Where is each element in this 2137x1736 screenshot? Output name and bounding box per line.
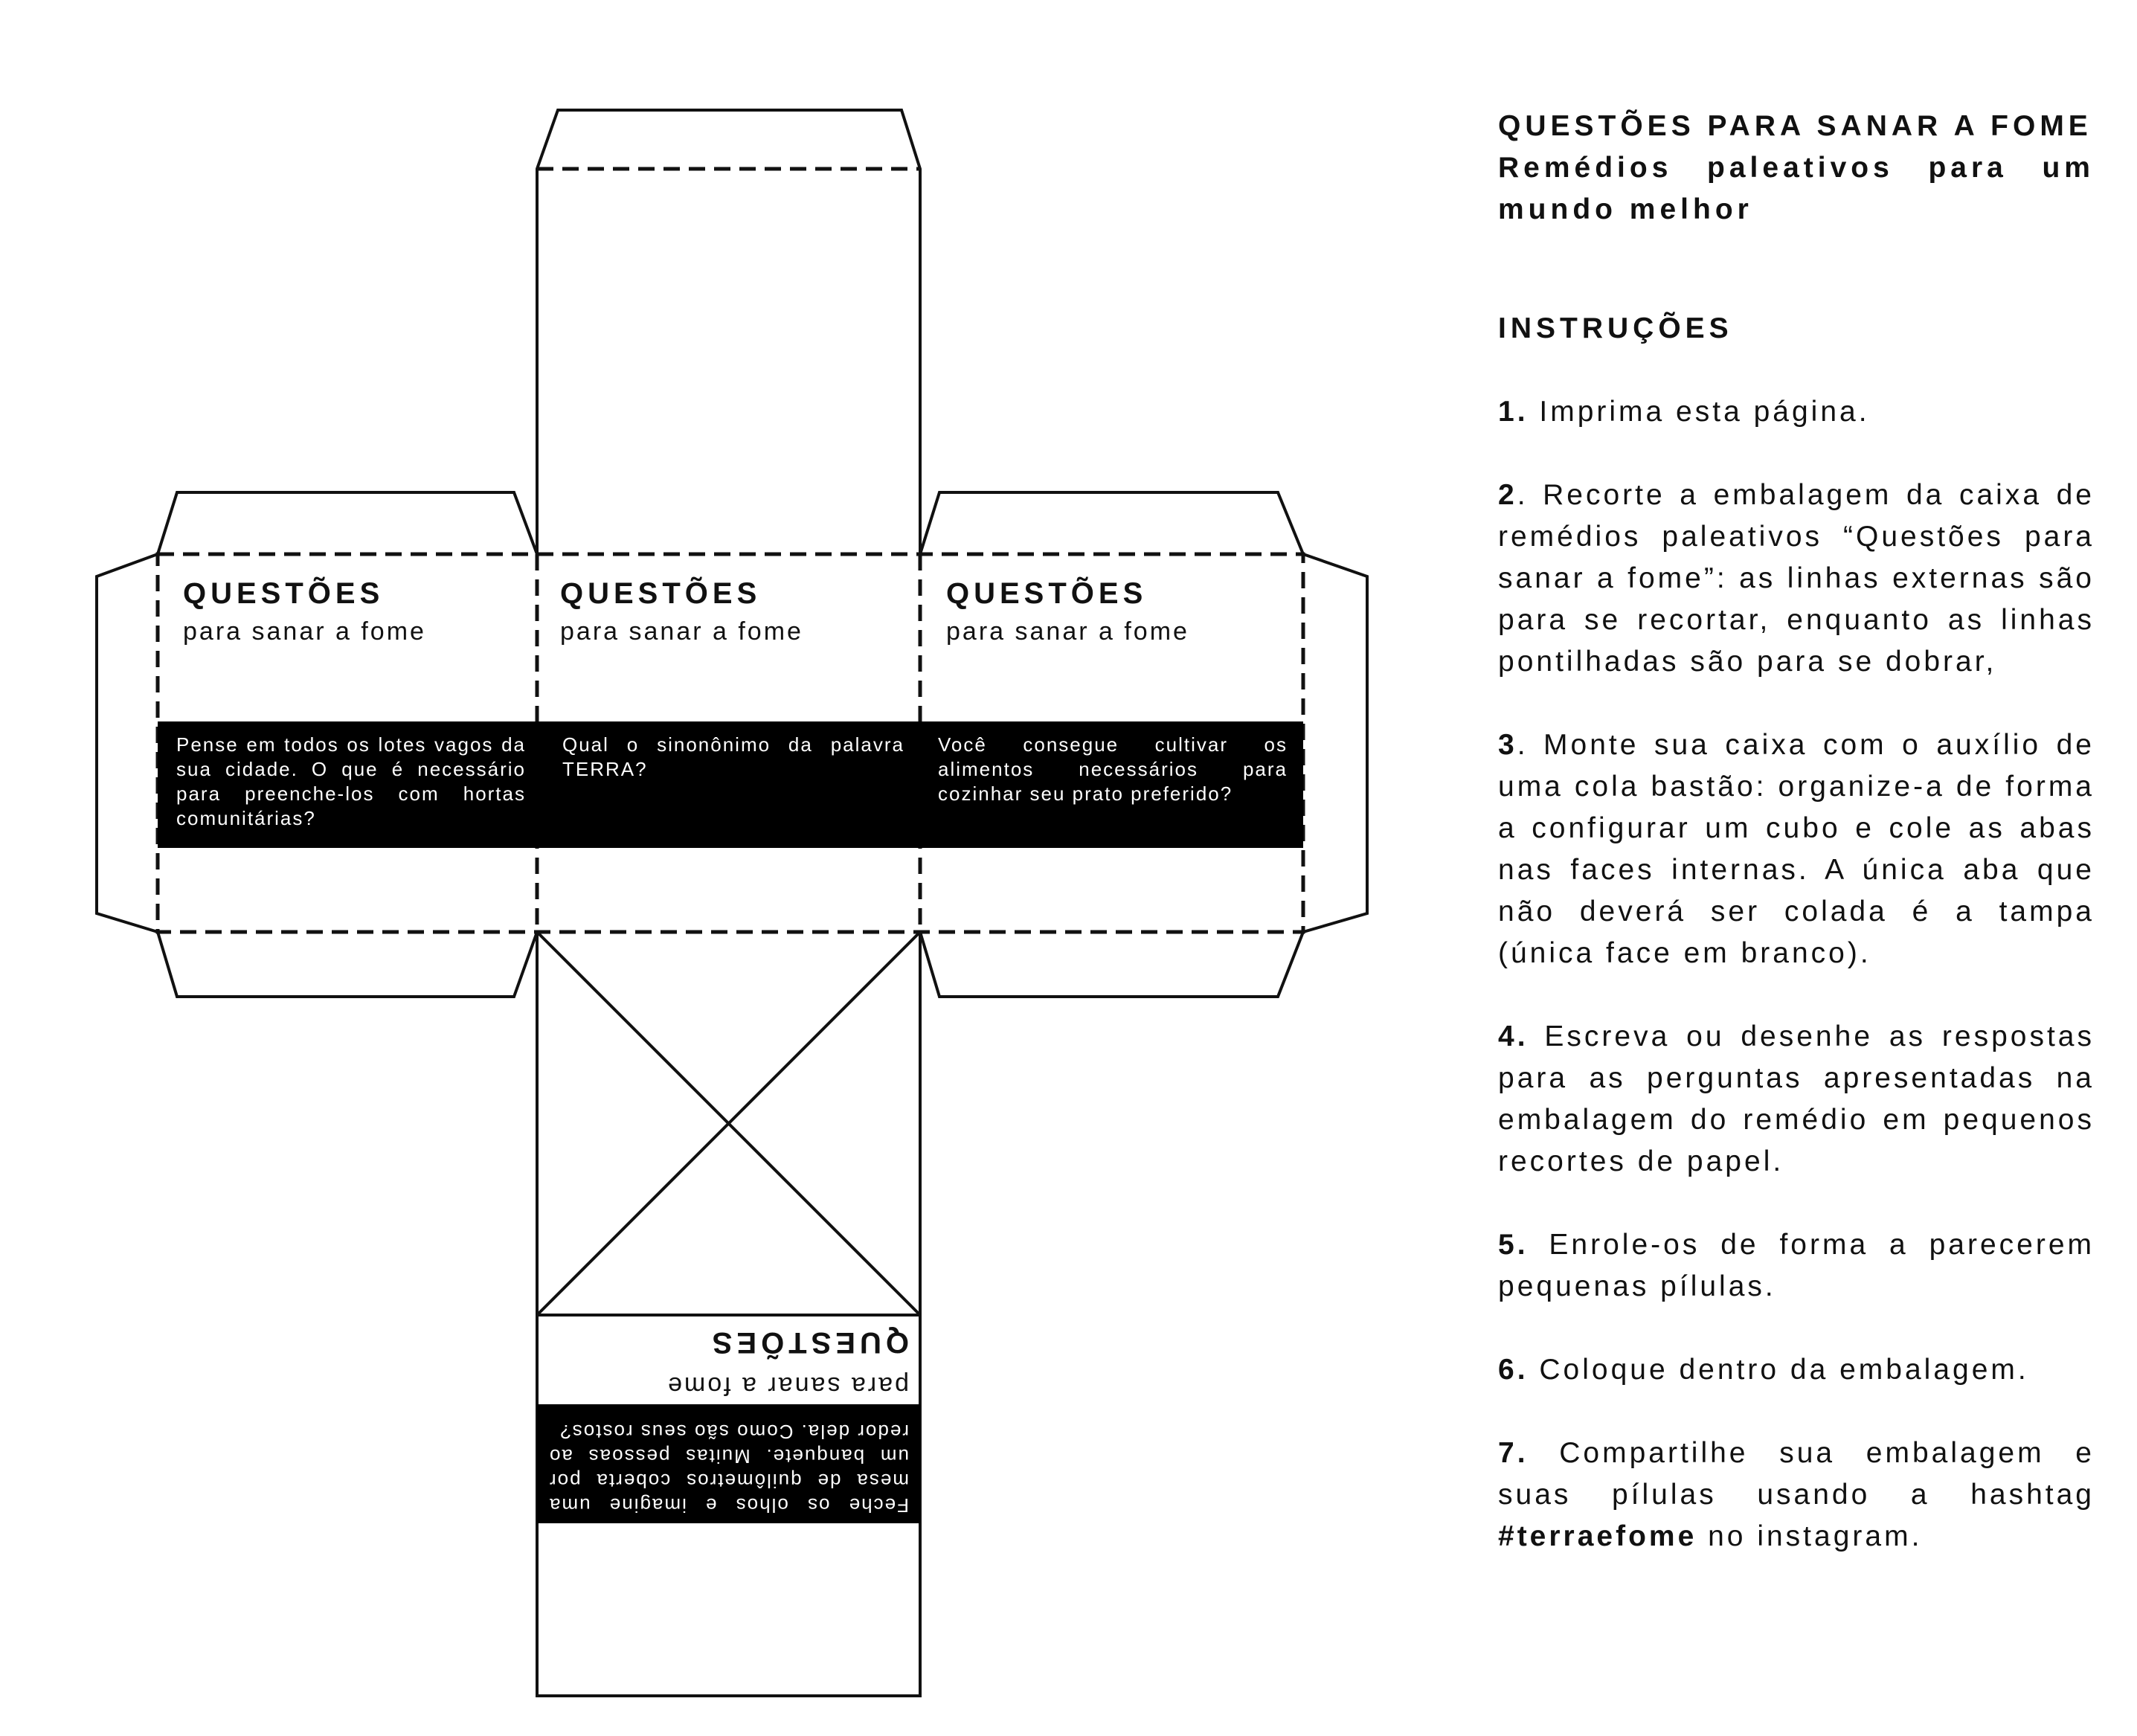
instructions-panel bbox=[1498, 106, 2095, 1557]
face-3-question: Você consegue cultivar os alimentos necessários para cozinhar seu prato preferido? bbox=[938, 733, 1288, 805]
face-2-heading: QUESTÕES bbox=[560, 577, 762, 610]
step-text: Enrole-os de forma a parecerem pequenas pílulas. bbox=[1498, 1229, 2095, 1302]
step-text: . Monte sua caixa com o auxílio de uma cola bastão: organize-a de forma a configurar um cubo e cole as abas nas faces internas. A única aba que não deverá ser colada é a tampa (única face em branco). bbox=[1498, 729, 2095, 969]
step-number: 6. bbox=[1498, 1354, 1529, 1386]
right-side-flap-outline bbox=[1303, 554, 1367, 932]
step-number: 3 bbox=[1498, 729, 1517, 761]
face-4-flipped bbox=[537, 1317, 920, 1688]
face-4-question: Feche os olhos e imagine uma mesa de quilômetros coberta por um banquete. Muitas pessoas ao redor dela. Como são seus rostos? bbox=[548, 1421, 909, 1517]
face-4-subheading: para sanar a fome bbox=[666, 1372, 909, 1400]
lower-left-flap-outline bbox=[158, 932, 537, 997]
step-number: 5. bbox=[1498, 1229, 1529, 1261]
face-3-heading: QUESTÕES bbox=[946, 577, 1148, 610]
step-text: . Recorte a embalagem da caixa de remédios paleativos “Questões para sanar a fome”: as linhas externas são para se recortar, enquanto as linhas pontilhadas são para se dobrar, bbox=[1498, 479, 2095, 678]
top-flap-outline bbox=[537, 110, 920, 554]
step-2 bbox=[1498, 475, 2095, 683]
upper-right-flap-outline bbox=[920, 492, 1303, 554]
step-4 bbox=[1498, 1016, 2095, 1183]
step-5 bbox=[1498, 1224, 2095, 1308]
step-7 bbox=[1498, 1433, 2095, 1557]
step-number: 1. bbox=[1498, 396, 1529, 428]
face-1-question: Pense em todos os lotes vagos da sua cidade. O que é necessário para preenche-los com hortas comunitárias? bbox=[176, 733, 526, 829]
step-1 bbox=[1498, 391, 2095, 433]
step-number: 7. bbox=[1498, 1437, 1529, 1469]
step-text: Compartilhe sua embalagem e suas pílulas usando a hashtag bbox=[1498, 1437, 2095, 1511]
instructions-subtitle: Remédios paleativos para um mundo melhor bbox=[1498, 152, 2095, 225]
lower-right-flap-outline bbox=[920, 932, 1303, 997]
upper-left-flap-outline bbox=[158, 492, 537, 554]
face-1-heading: QUESTÕES bbox=[183, 577, 385, 610]
instructions-section-heading: INSTRUÇÕES bbox=[1498, 312, 1733, 344]
step-number: 2 bbox=[1498, 479, 1517, 511]
step-6 bbox=[1498, 1349, 2095, 1391]
face-2-subheading: para sanar a fome bbox=[560, 617, 803, 646]
step-3 bbox=[1498, 724, 2095, 974]
face-1-subheading: para sanar a fome bbox=[183, 617, 426, 646]
instructions-title: QUESTÕES PARA SANAR A FOME bbox=[1498, 110, 2092, 142]
step-text-after: no instagram. bbox=[1697, 1520, 1923, 1552]
face-4-heading: QUESTÕES bbox=[707, 1326, 909, 1359]
face-2-question: Qual o sinonônimo da palavra TERRA? bbox=[562, 733, 904, 780]
step-number: 4. bbox=[1498, 1020, 1529, 1052]
step-text: Imprima esta página. bbox=[1528, 396, 1870, 428]
step-text: Escreva ou desenhe as respostas para as perguntas apresentadas na embalagem do remédio em pequenos recortes de papel. bbox=[1498, 1020, 2095, 1177]
hashtag: #terraefome bbox=[1498, 1520, 1697, 1552]
face-3-subheading: para sanar a fome bbox=[946, 617, 1189, 646]
left-side-flap-outline bbox=[97, 554, 158, 932]
step-text: Coloque dentro da embalagem. bbox=[1528, 1354, 2029, 1386]
